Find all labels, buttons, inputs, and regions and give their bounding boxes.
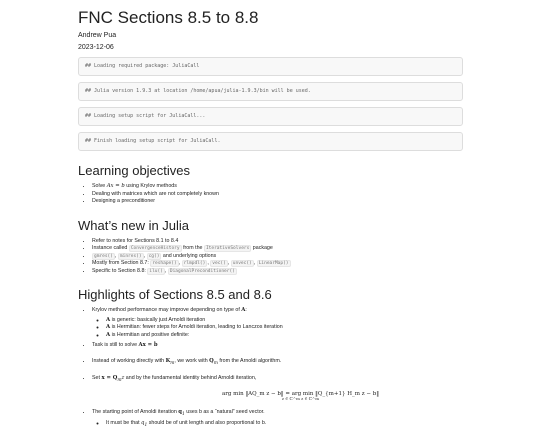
output-block-3: ## Loading setup script for JuliaCall... — [78, 107, 463, 126]
text: Instance called — [92, 245, 129, 251]
text: The starting point of Arnoldi iteration — [92, 408, 179, 415]
document-title: FNC Sections 8.5 to 8.8 — [78, 8, 259, 27]
text: and by the fundamental identity behind Arnoldi iteration, — [124, 375, 257, 382]
list-item — [92, 245, 463, 253]
text: , — [207, 260, 211, 266]
list-item — [92, 268, 463, 276]
inline-code: DiagonalPreconditioner() — [169, 268, 235, 274]
list-item: • Designing a preconditioner — [92, 198, 463, 206]
section-heading-learning-objectives: Learning objectives — [78, 163, 191, 178]
text: package — [251, 245, 273, 251]
inline-code: cg() — [148, 253, 160, 259]
math: A — [241, 307, 246, 313]
list-item — [92, 375, 463, 385]
equation-text: arg min ‖AQ_m z − b‖ = arg min ‖Q_{m+1} H_m z − b‖ — [221, 390, 380, 397]
text: It must be that — [106, 420, 142, 427]
list-item — [106, 317, 463, 325]
list-item: • Refer to notes for Sections 8.1 to 8.4 — [92, 238, 463, 246]
text: is generic: basically just Arnoldi iteration — [110, 316, 206, 323]
inline-code: minres() — [119, 253, 142, 259]
text: and underlying options — [161, 252, 217, 259]
inline-code: LinearMap() — [258, 261, 289, 266]
date: 2023-12-06 — [78, 44, 114, 51]
inline-code: reshape() — [152, 261, 177, 266]
learning-objectives-list — [78, 183, 463, 206]
equation-under-text: z ∈ ℂ^m z ∈ ℂ^m — [281, 395, 320, 401]
text: : — [245, 307, 247, 313]
math: z — [121, 375, 125, 382]
math-subscript: 1 — [182, 411, 185, 417]
text: , — [114, 252, 118, 259]
text: is Hermitian and positive definite: — [110, 331, 190, 338]
math-subscript: m — [213, 360, 218, 366]
list-item — [92, 358, 463, 368]
inline-code: gmres() — [94, 253, 113, 259]
section-heading-highlights: Highlights of Sections 8.5 and 8.6 — [78, 287, 272, 302]
highlights-list-continued — [78, 409, 463, 430]
list-item: • Dealing with matrices which are not completely known — [92, 191, 463, 199]
text: Solve — [92, 183, 107, 189]
whats-new-list — [78, 238, 463, 276]
list-item — [106, 420, 463, 430]
highlights-list — [78, 307, 463, 385]
list-item — [92, 342, 463, 350]
math-subscript: 1 — [144, 423, 148, 429]
output-block-2: ## Julia version 1.9.3 at location /home/apua/julia-1.9.3/bin will be used. — [78, 82, 463, 101]
text: Mostly from Section 8.7: — [92, 260, 151, 266]
text: from the — [181, 245, 204, 251]
math: K — [165, 357, 171, 364]
output-block-4: ## Finish loading setup script for JuliaCall. — [78, 132, 463, 151]
math-subscript: m — [117, 378, 122, 384]
text: should be of unit length and also proportional to b. — [147, 420, 267, 427]
math: A — [106, 324, 111, 330]
document-body — [78, 0, 463, 433]
math: Ax = b — [138, 342, 158, 348]
text: from the Arnoldi algorithm. — [217, 357, 282, 364]
inline-code: ilu() — [149, 268, 163, 274]
text: Set — [92, 375, 102, 382]
text: , — [253, 260, 257, 266]
math: q — [178, 408, 182, 415]
math: Q — [209, 357, 214, 364]
list-item — [106, 332, 463, 340]
author: Andrew Pua — [78, 32, 117, 39]
list-item — [92, 260, 463, 268]
text: , — [143, 252, 147, 259]
text: Task is still to solve — [92, 342, 139, 348]
math: x = Q — [101, 375, 118, 382]
math: A — [106, 331, 111, 338]
list-item — [92, 183, 463, 191]
text: , we work with — [174, 357, 210, 364]
text: Krylov method performance may improve depending on type of — [92, 307, 242, 313]
text: Specific to Section 8.8: — [92, 267, 148, 274]
list-item — [92, 409, 463, 430]
text: , — [164, 267, 168, 274]
list-item — [92, 253, 463, 261]
inline-code: ConvergenceHistory — [130, 246, 180, 251]
math: Ax = b — [106, 183, 125, 189]
text: , — [227, 260, 231, 266]
text: Instead of working directly with — [92, 357, 166, 364]
sub-list — [92, 317, 463, 340]
inline-code: unvec() — [232, 261, 252, 266]
section-heading-whats-new: What’s new in Julia — [78, 217, 190, 233]
text: , — [178, 260, 182, 266]
text: is Hermitian: fewer steps for Arnoldi iteration, leading to Lanczos iteration — [110, 324, 283, 330]
math-subscript: m — [170, 360, 175, 366]
output-block-1: ## Loading required package: JuliaCall — [78, 57, 463, 76]
list-item — [92, 307, 463, 339]
text: using Krylov methods — [124, 183, 177, 189]
list-item — [106, 324, 463, 332]
sub-list — [92, 420, 463, 430]
math: q — [141, 420, 145, 427]
inline-code: IterativeSolvers — [205, 246, 250, 251]
display-equation — [138, 391, 463, 401]
text: uses b as a “natural” seed vector. — [184, 408, 265, 415]
inline-code: vec() — [212, 261, 226, 266]
math: A — [106, 316, 111, 323]
inline-code: rlmpdl() — [183, 261, 206, 266]
